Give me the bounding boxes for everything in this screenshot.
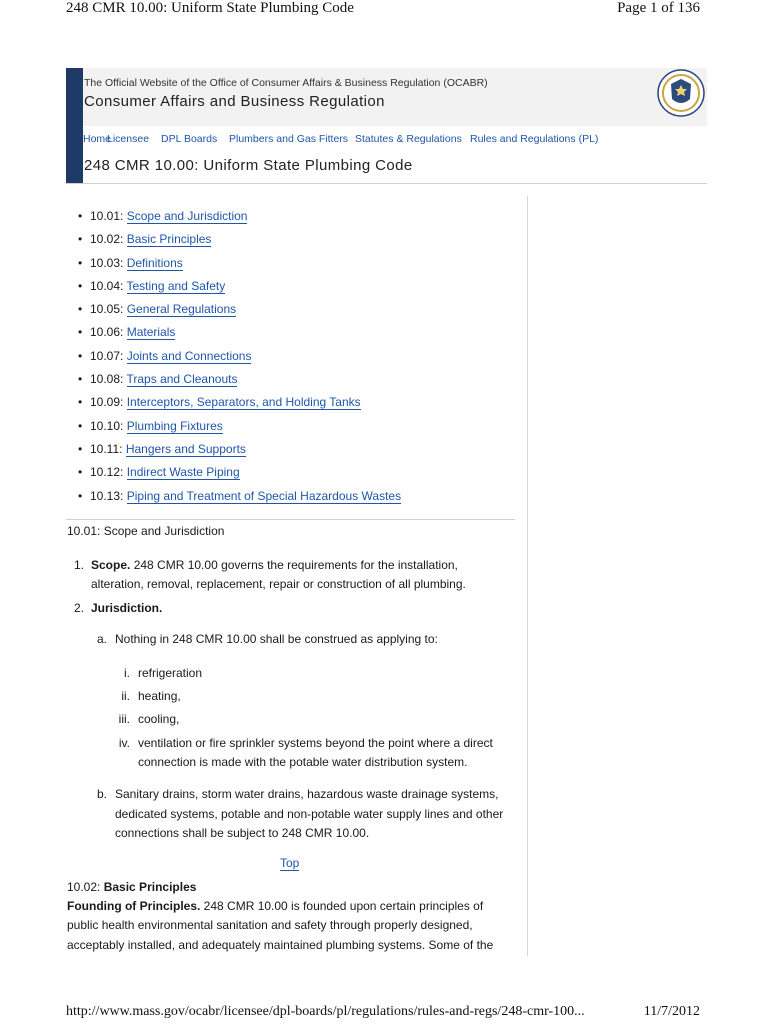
list-item: ventilation or fire sprinkler systems beyond the point where a direct bbox=[138, 736, 493, 750]
toc-item: • 10.02: Basic Principles bbox=[78, 232, 212, 247]
nav-dpl-boards[interactable]: DPL Boards bbox=[161, 133, 218, 145]
scope-paragraph-line: alteration, removal, replacement, repair or construction of all plumbing. bbox=[91, 577, 466, 591]
print-footer-date: 11/7/2012 bbox=[643, 1004, 700, 1019]
toc-link[interactable]: Basic Principles bbox=[126, 232, 212, 247]
toc-link[interactable]: Materials bbox=[126, 325, 176, 340]
list-roman: iii. bbox=[118, 712, 130, 726]
toc-link[interactable]: Definitions bbox=[126, 255, 183, 270]
toc-item: • 10.01: Scope and Jurisdiction bbox=[78, 209, 248, 223]
main-nav bbox=[66, 126, 707, 152]
toc-item: • 10.03: Definitions bbox=[78, 255, 183, 270]
list-item: refrigeration bbox=[138, 666, 203, 680]
toc-item: • 10.10: Plumbing Fixtures bbox=[78, 418, 223, 433]
toc-link[interactable]: Testing and Safety bbox=[126, 278, 226, 293]
toc-item: • 10.11: Hangers and Supports bbox=[78, 441, 246, 456]
section-heading: 10.01: Scope and Jurisdiction bbox=[67, 524, 225, 538]
list-item-b-line: dedicated systems, potable and non-potable water supply lines and other bbox=[115, 807, 504, 821]
toc-link[interactable]: Hangers and Supports bbox=[125, 441, 246, 456]
list-letter: a. bbox=[96, 632, 107, 646]
print-footer-url: http://www.mass.gov/ocabr/licensee/dpl-boards/pl/regulations/rules-and-regs/248-cmr-100... bbox=[66, 1004, 585, 1019]
site-title[interactable]: Consumer Affairs and Business Regulation bbox=[84, 93, 385, 110]
massachusetts-seal-icon[interactable] bbox=[657, 69, 705, 117]
nav-rules-regulations[interactable]: Rules and Regulations (PL) bbox=[470, 133, 599, 145]
toc-item: • 10.04: Testing and Safety bbox=[78, 278, 226, 293]
section-paragraph-line: public health environmental sanitation and safety through properly designed, bbox=[67, 918, 473, 932]
toc-item: • 10.07: Joints and Connections bbox=[78, 348, 252, 363]
toc-link[interactable]: Scope and Jurisdiction bbox=[126, 209, 248, 223]
jurisdiction-heading: Jurisdiction. bbox=[91, 601, 163, 615]
list-item: heating, bbox=[138, 689, 181, 703]
list-number: 1. bbox=[73, 558, 84, 572]
toc-link[interactable]: Interceptors, Separators, and Holding Tanks bbox=[126, 395, 361, 410]
section-paragraph: Founding of Principles. 248 CMR 10.00 is founded upon certain principles of bbox=[67, 899, 484, 913]
print-footer bbox=[66, 998, 700, 1024]
list-roman: ii. bbox=[121, 689, 130, 703]
toc-link[interactable]: Joints and Connections bbox=[126, 348, 252, 363]
list-item-b: Sanitary drains, storm water drains, hazardous waste drainage systems, bbox=[115, 787, 499, 801]
toc-link[interactable]: Piping and Treatment of Special Hazardous Wastes bbox=[126, 488, 402, 503]
print-page-number: Page 1 of 136 bbox=[617, 0, 700, 16]
toc-link[interactable]: General Regulations bbox=[126, 302, 237, 317]
toc-link[interactable]: Indirect Waste Piping bbox=[126, 465, 240, 480]
toc-item: • 10.05: General Regulations bbox=[78, 302, 237, 317]
page-title: 248 CMR 10.00: Uniform State Plumbing Code bbox=[84, 157, 413, 174]
list-roman: i. bbox=[124, 666, 130, 680]
section-paragraph-line: acceptably installed, and adequately maintained plumbing systems. Some of the bbox=[67, 938, 494, 952]
nav-home[interactable]: Home bbox=[83, 133, 112, 145]
table-of-contents bbox=[78, 209, 401, 512]
list-item-line: connection is made with the potable water distribution system. bbox=[138, 755, 468, 769]
toc-item: • 10.13: Piping and Treatment of Special Hazardous Wastes bbox=[78, 488, 402, 503]
list-number: 2. bbox=[73, 601, 84, 615]
toc-item: • 10.09: Interceptors, Separators, and Holding Tanks bbox=[78, 395, 361, 410]
print-header-title: 248 CMR 10.00: Uniform State Plumbing Code bbox=[66, 0, 354, 16]
back-to-top-link[interactable]: Top bbox=[280, 856, 300, 870]
list-item-b-line: connections shall be subject to 248 CMR 10.00. bbox=[115, 826, 370, 840]
column-divider bbox=[527, 196, 528, 956]
toc-item: • 10.08: Traps and Cleanouts bbox=[78, 372, 238, 387]
divider bbox=[66, 519, 515, 520]
list-item: cooling, bbox=[138, 712, 180, 726]
nav-plumbers-gas-fitters[interactable]: Plumbers and Gas Fitters bbox=[229, 133, 349, 145]
list-letter: b. bbox=[96, 787, 107, 801]
nav-statutes-regulations[interactable]: Statutes & Regulations bbox=[355, 133, 462, 145]
list-item-a: Nothing in 248 CMR 10.00 shall be construed as applying to: bbox=[115, 632, 438, 646]
site-tagline: The Official Website of the Office of Consumer Affairs & Business Regulation (OCABR) bbox=[84, 77, 488, 89]
toc-item: • 10.06: Materials bbox=[78, 325, 176, 340]
section-heading: 10.02: Basic Principles bbox=[67, 880, 197, 894]
toc-link[interactable]: Traps and Cleanouts bbox=[126, 372, 238, 387]
toc-link[interactable]: Plumbing Fixtures bbox=[126, 418, 223, 433]
list-roman: iv. bbox=[118, 736, 130, 750]
toc-item: • 10.12: Indirect Waste Piping bbox=[78, 465, 240, 480]
nav-licensee[interactable]: Licensee bbox=[107, 133, 150, 145]
print-header bbox=[66, 0, 700, 22]
scope-paragraph: Scope. 248 CMR 10.00 governs the requirements for the installation, bbox=[91, 558, 458, 572]
divider bbox=[66, 183, 707, 184]
